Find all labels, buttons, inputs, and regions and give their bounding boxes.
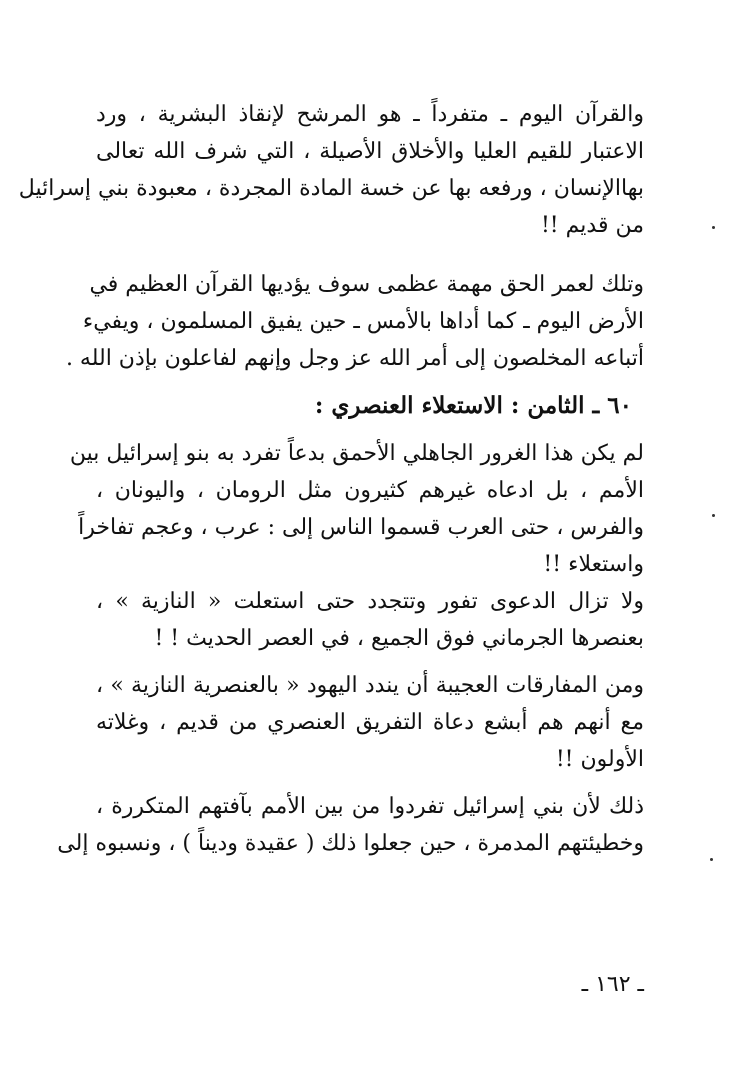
- margin-mark: [712, 514, 715, 517]
- text-line: الأمم ، بل ادعاه غيرهم كثيرون مثل الرومان ، واليونان ،: [96, 478, 644, 503]
- text-line: الأولون !!: [555, 747, 644, 772]
- section-heading: ٦٠ ـ الثامن : الاستعلاء العنصري :: [314, 392, 632, 419]
- paragraph-great-mission: [65, 266, 644, 377]
- text-line: والقرآن اليوم ـ متفرداً ـ هو المرشح لإنقاذ البشرية ، ورد: [96, 102, 644, 127]
- text-line: بعنصرها الجرماني فوق الجميع ، في العصر الحديث ! !: [154, 626, 644, 651]
- text-line: واستعلاء !!: [543, 552, 644, 577]
- text-line: وخطيئتهم المدمرة ، حين جعلوا ذلك ( عقيدة وديناً ) ، ونسبوه إلى: [57, 831, 644, 856]
- page-number: ـ ١٦٢ ـ: [581, 972, 644, 997]
- text-line: من قديم !!: [540, 213, 644, 238]
- text-line: أتباعه المخلصون إلى أمر الله عز وجل وإنهم لفاعلون بإذن الله .: [65, 346, 644, 371]
- margin-mark: [710, 858, 713, 861]
- text-line: ومن المفارقات العجيبة أن يندد اليهود « بالعنصرية النازية » ،: [96, 673, 644, 698]
- paragraph-reason: [57, 788, 644, 862]
- text-line: بهاالإنسان ، ورفعه بها عن خسة المادة المجردة ، معبودة بني إسرائيل: [18, 176, 644, 201]
- text-line: والفرس ، حتى العرب قسموا الناس إلى : عرب ، وعجم تفاخراً: [78, 515, 644, 540]
- text-line: ذلك لأن بني إسرائيل تفردوا من بين الأمم بآفتهم المتكررة ،: [96, 794, 644, 819]
- text-line: الأرض اليوم ـ كما أداها بالأمس ـ حين يفيق المسلمون ، ويفيء: [82, 309, 644, 334]
- paragraph-nazism: [96, 583, 644, 657]
- text-line: ولا تزال الدعوى تفور وتتجدد حتى استعلت « النازية » ،: [96, 589, 645, 614]
- text-line: مع أنهم هم أبشع دعاة التفريق العنصري من قديم ، وغلاته: [96, 710, 644, 735]
- margin-mark: [712, 226, 715, 229]
- paragraph-paradox: [96, 667, 644, 778]
- page-body: [18, 96, 645, 862]
- text-line: الاعتبار للقيم العليا والأخلاق الأصيلة ، التي شرف الله تعالى: [96, 139, 644, 164]
- text-line: وتلك لعمر الحق مهمة عظمى سوف يؤديها القرآن العظيم في: [89, 272, 644, 297]
- paragraph-arrogance: [69, 435, 644, 583]
- text-line: لم يكن هذا الغرور الجاهلي الأحمق بدعاً تفرد به بنو إسرائيل بين: [69, 441, 644, 466]
- paragraph-quran-savior: [18, 96, 644, 244]
